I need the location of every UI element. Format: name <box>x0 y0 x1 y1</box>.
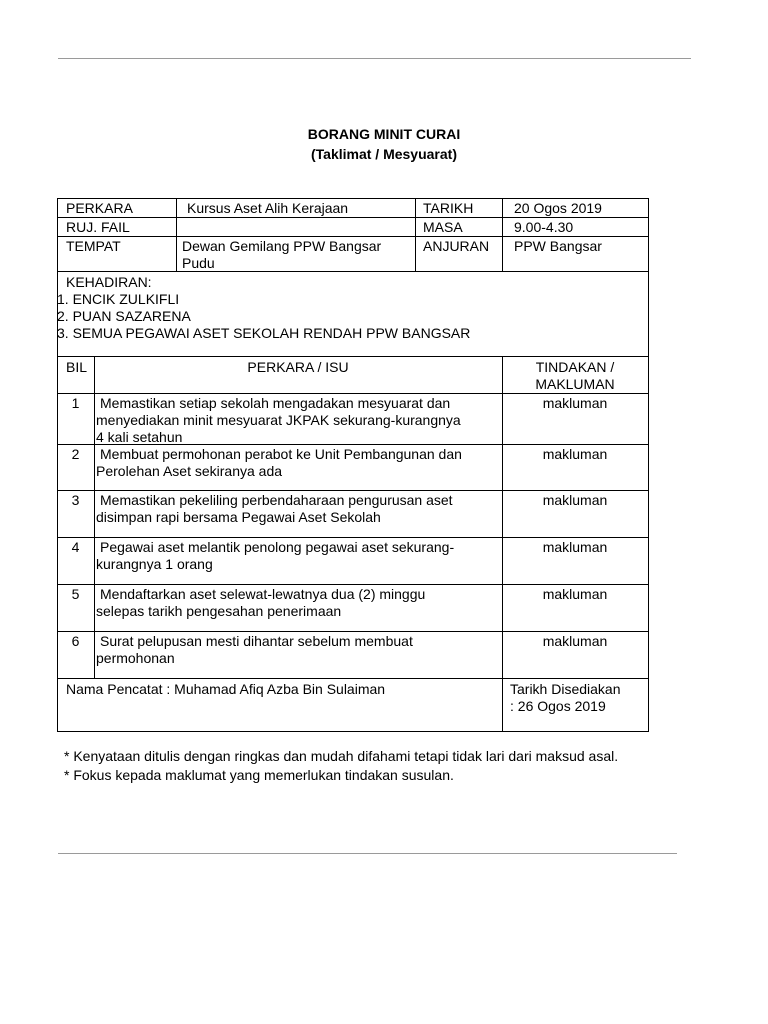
header-label: MASA <box>423 219 463 235</box>
row-action: makluman <box>542 539 608 555</box>
row-text: Perolehan Aset sekiranya ada <box>96 463 283 479</box>
table-rule <box>57 490 649 491</box>
attendance-item: 3. SEMUA PEGAWAI ASET SEKOLAH RENDAH PPW BANGSAR <box>57 325 471 341</box>
table-rule <box>502 678 503 731</box>
row-action: makluman <box>542 395 608 411</box>
header-value: Kursus Aset Alih Kerajaan <box>187 200 349 216</box>
note-1: * Kenyataan ditulis dengan ringkas dan mudah difahami tetapi tidak lari dari maksud asal. <box>64 748 619 764</box>
row-number: 2 <box>71 446 80 462</box>
header-value: 9.00-4.30 <box>514 219 574 235</box>
row-text: Pegawai aset melantik penolong pegawai aset sekurang- <box>100 539 455 555</box>
column-header-perkara: PERKARA / ISU <box>247 359 349 375</box>
row-text: Memastikan pekeliling perbendaharaan pengurusan aset <box>100 492 453 508</box>
row-text: Memastikan setiap sekolah mengadakan mesyuarat dan <box>100 395 451 411</box>
header-label: ANJURAN <box>423 238 490 254</box>
attendance-item: 1. ENCIK ZULKIFLI <box>57 291 180 307</box>
table-rule <box>57 631 649 632</box>
row-action: makluman <box>542 492 608 508</box>
table-rule <box>57 584 649 585</box>
prepared-date-value: : 26 Ogos 2019 <box>510 698 606 714</box>
note-2: * Fokus kepada maklumat yang memerlukan tindakan susulan. <box>64 767 454 783</box>
row-text: permohonan <box>96 650 175 666</box>
table-rule <box>57 731 649 732</box>
bottom-rule <box>58 853 677 854</box>
row-number: 3 <box>71 492 80 508</box>
column-header-bil: BIL <box>66 359 88 375</box>
table-rule <box>648 198 649 731</box>
table-rule <box>502 198 503 271</box>
header-label: PERKARA <box>66 200 133 216</box>
table-rule <box>57 217 649 218</box>
row-text: Mendaftarkan aset selewat-lewatnya dua (2) minggu <box>100 586 426 602</box>
header-label: TEMPAT <box>66 238 121 254</box>
row-number: 5 <box>71 586 80 602</box>
prepared-date-label: Tarikh Disediakan <box>510 681 621 697</box>
column-header-tindakan: TINDAKAN / <box>535 359 615 375</box>
row-text: kurangnya 1 orang <box>96 556 213 572</box>
row-text: disimpan rapi bersama Pegawai Aset Sekolah <box>96 509 381 525</box>
form-subtitle: (Taklimat / Mesyuarat) <box>310 146 457 162</box>
table-rule <box>94 356 95 678</box>
header-value: Dewan Gemilang PPW Bangsar Pudu <box>182 238 382 271</box>
row-text: Surat pelupusan mesti dihantar sebelum membuat <box>100 633 413 649</box>
table-rule <box>57 198 58 731</box>
recorder-name: Nama Pencatat : Muhamad Afiq Azba Bin Sulaiman <box>66 681 386 697</box>
table-rule <box>57 356 649 357</box>
row-text: menyediakan minit mesyuarat JKPAK sekurang-kurangnya <box>96 412 461 428</box>
header-label: RUJ. FAIL <box>66 219 130 235</box>
row-action: makluman <box>542 586 608 602</box>
column-header-tindakan: MAKLUMAN <box>535 376 615 392</box>
header-value: 20 Ogos 2019 <box>514 200 602 216</box>
table-rule <box>415 198 416 271</box>
row-text: Membuat permohonan perabot ke Unit Pembangunan dan <box>100 446 462 462</box>
table-rule <box>57 198 649 199</box>
row-action: makluman <box>542 633 608 649</box>
attendance-item: 2. PUAN SAZARENA <box>57 308 191 324</box>
table-rule <box>176 198 177 271</box>
top-rule <box>58 58 691 59</box>
row-number: 6 <box>71 633 80 649</box>
row-number: 4 <box>71 539 80 555</box>
row-action: makluman <box>542 446 608 462</box>
table-rule <box>57 537 649 538</box>
table-rule <box>57 678 649 679</box>
header-label: TARIKH <box>423 200 474 216</box>
table-rule <box>57 393 649 394</box>
header-value: PPW Bangsar <box>514 238 602 254</box>
row-text: selepas tarikh pengesahan penerimaan <box>96 603 342 619</box>
row-number: 1 <box>71 395 80 411</box>
form-title: BORANG MINIT CURAI <box>307 126 461 142</box>
attendance-heading: KEHADIRAN: <box>66 274 152 290</box>
row-text: 4 kali setahun <box>96 429 183 445</box>
table-rule <box>57 236 649 237</box>
